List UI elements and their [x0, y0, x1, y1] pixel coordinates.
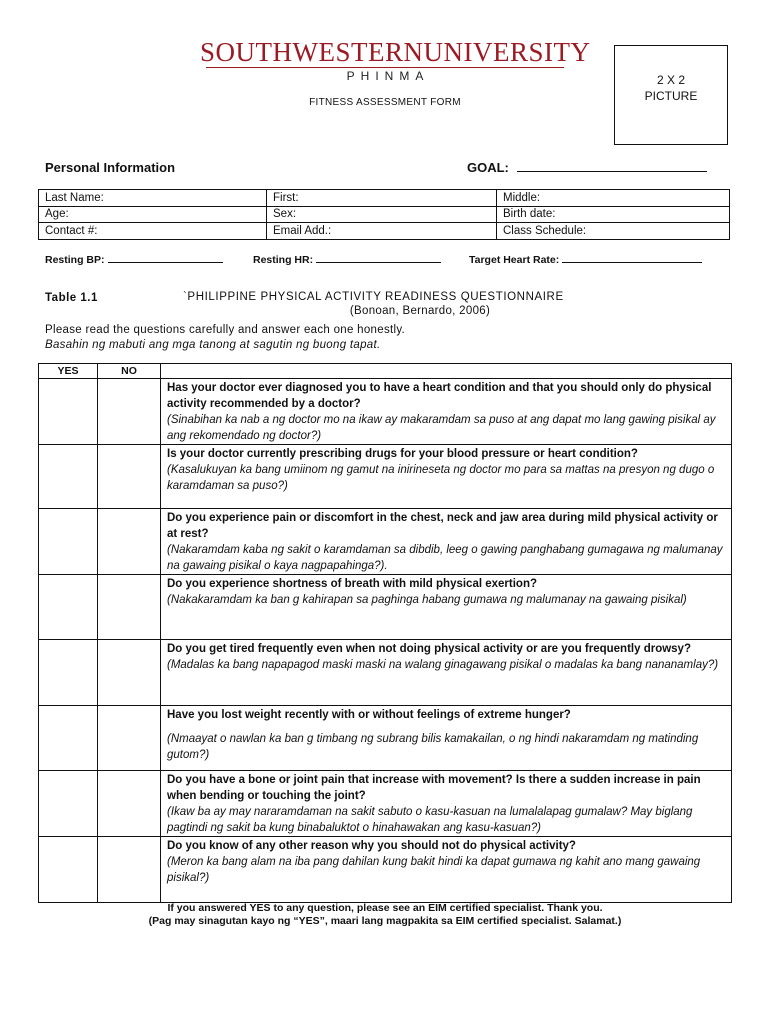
- question-filipino: (Kasalukuyan ka bang umiinom ng gamut na inirineseta ng doctor mo para sa mattas na presyon ng dugo o karamdaman sa puso?): [167, 464, 715, 492]
- logo-wordmark: SOUTHWESTERNUNIVERSITY: [200, 37, 591, 67]
- photo-size-label: 2 X 2: [656, 73, 686, 87]
- no-checkbox-cell[interactable]: [98, 379, 161, 445]
- university-logo: [200, 37, 591, 84]
- parq-table: [38, 363, 732, 903]
- logo-subtitle: PHINMA: [346, 69, 430, 83]
- table-row: [39, 706, 732, 771]
- question-filipino: (Nakaramdam kaba ng sakit o karamdaman sa dibdib, leeg o gawing panghabang gumagawa ng malumanay na gawaing pisikal o kaya nagpapahinga?).: [167, 544, 723, 572]
- resting-hr-blank[interactable]: [316, 252, 441, 263]
- question-cell: [161, 640, 732, 706]
- question-english: Do you get tired frequently even when not doing physical activity or are you frequently drowsy?: [167, 643, 691, 655]
- yes-checkbox-cell[interactable]: [39, 771, 98, 837]
- question-cell: [161, 445, 732, 509]
- instruction-english: Please read the questions carefully and answer each one honestly.: [45, 324, 406, 336]
- resting-bp-blank[interactable]: [108, 252, 223, 263]
- sex-cell[interactable]: Sex:: [267, 206, 497, 223]
- question-english: Is your doctor currently prescribing drugs for your blood pressure or heart condition?: [167, 448, 638, 460]
- question-filipino: (Madalas ka bang napapagod maski maski na walang ginagawang pisikal o madalas ka bang nananamlay?): [167, 659, 719, 671]
- target-hr-label: Target Heart Rate:: [469, 254, 560, 266]
- question-filipino: (Ikaw ba ay may nararamdaman na sakit sabuto o kasu-kasuan na lumalalapag gumalaw? May biglang pagtindi ng sakit ba kung binabaluktot o hinahawakan ang kasu-kasuan?): [167, 806, 693, 834]
- yes-checkbox-cell[interactable]: [39, 706, 98, 771]
- yes-checkbox-cell[interactable]: [39, 445, 98, 509]
- table-row: [39, 206, 730, 223]
- question-filipino: (Meron ka bang alam na iba pang dahilan kung bakit hindi ka dapat gumawa ng kahit ano mang gawaing pisikal?): [167, 856, 701, 884]
- table-row: [39, 575, 732, 640]
- question-cell: [161, 575, 732, 640]
- middle-name-cell[interactable]: Middle:: [497, 190, 730, 207]
- age-cell[interactable]: Age:: [39, 206, 267, 223]
- question-english: Do you have a bone or joint pain that increase with movement? Is there a sudden increase in pain when bending or touching the joint?: [167, 774, 701, 802]
- goal-label: GOAL:: [467, 160, 509, 175]
- first-name-cell[interactable]: First:: [267, 190, 497, 207]
- no-checkbox-cell[interactable]: [98, 771, 161, 837]
- goal-field[interactable]: [467, 160, 707, 175]
- photo-label: PICTURE: [644, 89, 698, 103]
- question-cell: [161, 509, 732, 575]
- questionnaire-citation: (Bonoan, Bernardo, 2006): [349, 305, 491, 317]
- resting-hr-label: Resting HR:: [253, 254, 314, 266]
- personal-info-table: [38, 189, 730, 240]
- resting-bp-field[interactable]: [45, 252, 223, 266]
- question-cell: [161, 706, 732, 771]
- table-row: [39, 771, 732, 837]
- question-english: Do you know of any other reason why you should not do physical activity?: [167, 840, 576, 852]
- yes-column-header: YES: [39, 364, 98, 379]
- no-checkbox-cell[interactable]: [98, 445, 161, 509]
- questionnaire-title: `PHILIPPINE PHYSICAL ACTIVITY READINESS QUESTIONNAIRE: [183, 291, 564, 303]
- target-hr-blank[interactable]: [562, 252, 702, 263]
- contact-cell[interactable]: Contact #:: [39, 223, 267, 240]
- table-row: [39, 509, 732, 575]
- question-cell: [161, 837, 732, 903]
- table-row: [39, 379, 732, 445]
- instruction-filipino: Basahin ng mabuti ang mga tanong at sagutin ng buong tapat.: [45, 339, 381, 351]
- no-checkbox-cell[interactable]: [98, 509, 161, 575]
- yes-checkbox-cell[interactable]: [39, 837, 98, 903]
- question-filipino: (Sinabihan ka nab a ng doctor mo na ikaw ay makaramdam sa puso at ang dapat mo lang gawing pisikal ay ang rekomendado ng doctor?): [167, 414, 716, 442]
- question-english: Have you lost weight recently with or without feelings of extreme hunger?: [167, 709, 571, 721]
- table-row: [39, 445, 732, 509]
- photo-placeholder-box: [614, 45, 728, 145]
- question-column-header: [161, 364, 732, 379]
- table-row: [39, 190, 730, 207]
- no-checkbox-cell[interactable]: [98, 837, 161, 903]
- target-hr-field[interactable]: [469, 252, 702, 266]
- question-english: Do you experience pain or discomfort in the chest, neck and jaw area during mild physical activity or at rest?: [167, 512, 718, 540]
- question-filipino: (Nmaayat o nawlan ka ban g timbang ng subrang bilis kamakailan, o ng hindi nakaramdam ng matinding gutom?): [167, 733, 699, 761]
- footer-note-english: If you answered YES to any question, please see an EIM certified specialist. Thank you.: [167, 902, 603, 914]
- table-row: [39, 640, 732, 706]
- question-english: Do you experience shortness of breath with mild physical exertion?: [167, 578, 538, 590]
- birth-date-cell[interactable]: Birth date:: [497, 206, 730, 223]
- personal-info-heading: Personal Information: [45, 160, 176, 175]
- last-name-cell[interactable]: Last Name:: [39, 190, 267, 207]
- no-checkbox-cell[interactable]: [98, 575, 161, 640]
- question-english: Has your doctor ever diagnosed you to have a heart condition and that you should only do physical activity recommended by a doctor?: [167, 382, 712, 410]
- yes-checkbox-cell[interactable]: [39, 640, 98, 706]
- yes-checkbox-cell[interactable]: [39, 379, 98, 445]
- table-row: [39, 223, 730, 240]
- footer-note-filipino: (Pag may sinagutan kayo ng “YES”, maari lang magpakita sa EIM certified specialist. Salamat.): [148, 915, 622, 927]
- no-checkbox-cell[interactable]: [98, 706, 161, 771]
- goal-blank-line[interactable]: [517, 160, 707, 172]
- question-filipino: (Nakakaramdam ka ban g kahirapan sa paghinga habang gumawa ng malumanay na gawaing pisikal): [167, 594, 687, 606]
- question-cell: [161, 771, 732, 837]
- yes-checkbox-cell[interactable]: [39, 575, 98, 640]
- table-header-row: [39, 364, 732, 379]
- resting-bp-label: Resting BP:: [45, 254, 105, 266]
- question-cell: [161, 379, 732, 445]
- resting-hr-field[interactable]: [253, 252, 441, 266]
- no-checkbox-cell[interactable]: [98, 640, 161, 706]
- class-schedule-cell[interactable]: Class Schedule:: [497, 223, 730, 240]
- form-title: FITNESS ASSESSMENT FORM: [309, 97, 461, 108]
- table-row: [39, 837, 732, 903]
- yes-checkbox-cell[interactable]: [39, 509, 98, 575]
- email-cell[interactable]: Email Add.:: [267, 223, 497, 240]
- no-column-header: NO: [98, 364, 161, 379]
- table-number: Table 1.1: [45, 292, 98, 304]
